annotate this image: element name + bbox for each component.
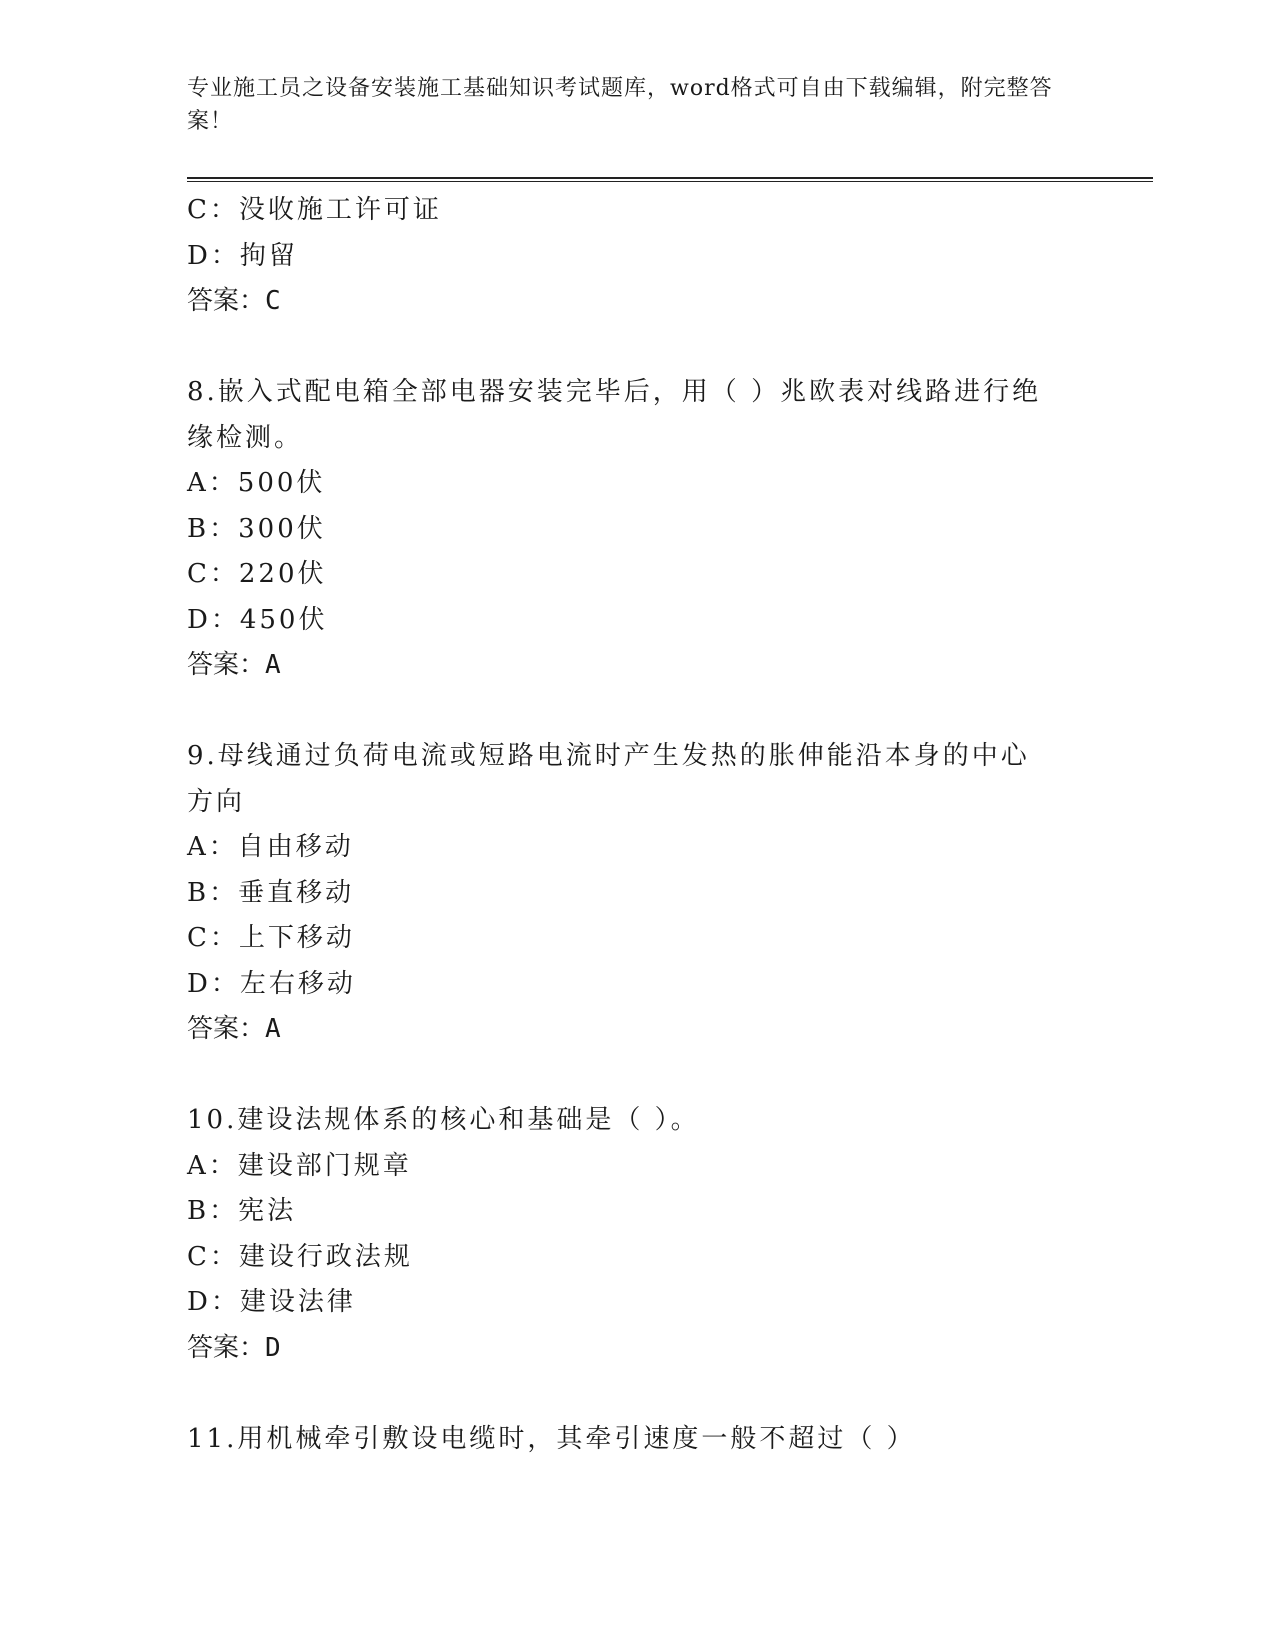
answer-line: 答案：A [187,1014,281,1044]
option-a: A：建设部门规章 [187,1150,412,1181]
answer-line: 答案：D [187,1332,281,1363]
question-10 [187,1098,1087,1371]
question-11 [187,1417,1087,1463]
header-divider-thin [187,181,1153,182]
option-d: D：建设法律 [187,1287,356,1317]
answer-line: 答案：A [187,650,281,680]
question-9 [187,734,1087,1053]
page-header: 专业施工员之设备安装施工基础知识考试题库，word格式可自由下载编辑，附完整答案！ [187,76,1053,134]
option-b: B：300伏 [187,513,326,544]
option-a: A：自由移动 [187,832,354,862]
option-c: C：220伏 [187,559,327,589]
question-fragment [187,188,1087,325]
header-divider [187,177,1153,179]
option-b: B：宪法 [187,1196,297,1226]
question-text: 9.母线通过负荷电流或短路电流时产生发热的胀伸能沿本身的中心方向 [187,741,1030,817]
option-c: C：建设行政法规 [187,1241,413,1272]
answer-line: 答案：C [187,286,281,316]
option-d: D：450伏 [187,604,328,635]
question-8 [187,370,1087,689]
question-text: 11.用机械牵引敷设电缆时，其牵引速度一般不超过（ ） [187,1423,916,1454]
option-a: A：500伏 [187,468,326,498]
question-text: 8.嵌入式配电箱全部电器安装完毕后，用（ ）兆欧表对线路进行绝缘检测。 [187,377,1042,453]
option-d: D：拘留 [187,240,298,271]
question-list [187,188,1087,1462]
option-d: D：左右移动 [187,968,356,999]
option-b: B：垂直移动 [187,877,355,908]
option-c: C：没收施工许可证 [187,195,442,225]
question-text: 10.建设法规体系的核心和基础是（ ）。 [187,1105,700,1135]
option-c: C：上下移动 [187,923,355,953]
